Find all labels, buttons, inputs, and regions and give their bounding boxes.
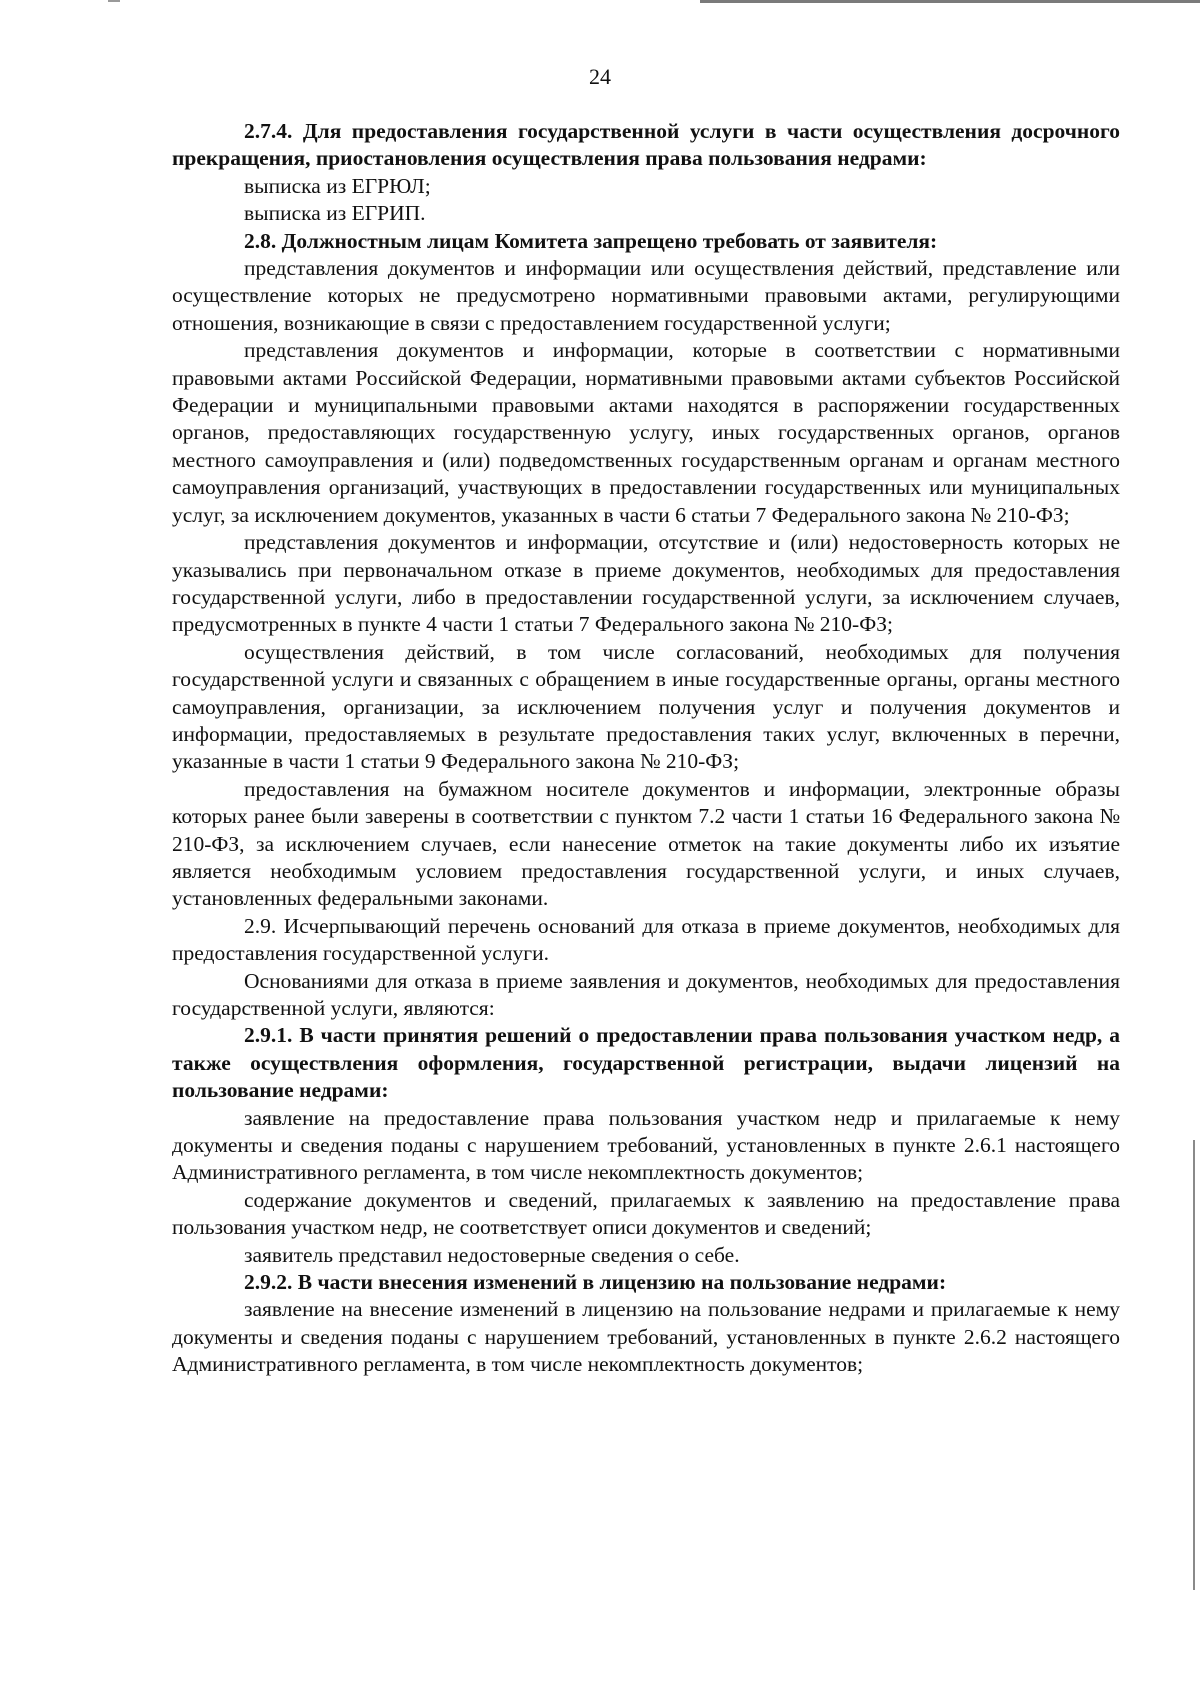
- paragraph: предоставления на бумажном носителе документов и информации, электронные образы которых ранее были заверены в соответствии с пунктом 7.2 части 1 статьи 16 Федерального закона № 210-ФЗ, за исключением случаев, если нанесение отметок на такие документы либо их изъятие является необходимым условием предоставления государственной услуги, и иных случаев, установленных федеральными законами.: [172, 776, 1120, 911]
- document-body: [172, 118, 1120, 1379]
- scan-edge-line-right: [1193, 1140, 1195, 1590]
- paragraph: представления документов и информации или осуществления действий, представление или осуществление которых не предусмотрено нормативными правовыми актами, регулирующими отношения, возникающие в связи с предоставлением государственной услуги;: [172, 256, 1120, 335]
- paragraph: 2.9. Исчерпывающий перечень оснований для отказа в приеме документов, необходимых для предоставления государственной услуги.: [172, 913, 1120, 966]
- paragraph: заявление на внесение изменений в лицензию на пользование недрами и прилагаемые к нему документы и сведения поданы с нарушением требований, установленных в пункте 2.6.2 настоящего Административного регламента, в том числе некомплектность документов;: [172, 1297, 1120, 1377]
- scan-mark: [108, 0, 120, 2]
- paragraph: выписка из ЕГРЮЛ;: [244, 173, 431, 198]
- paragraph: представления документов и информации, отсутствие и (или) недостоверность которых не указывались при первоначальном отказе в приеме документов, необходимых для предоставления государственной услуги, либо в предоставлении государственной услуги, за исключением случаев, предусмотренных в пункте 4 части 1 статьи 7 Федерального закона № 210-ФЗ;: [172, 530, 1120, 637]
- paragraph: представления документов и информации, которые в соответствии с нормативными правовыми актами Российской Федерации, нормативными правовыми актами субъектов Российской Федерации и муниципальными правовыми актами находятся в распоряжении государственных органов, предоставляющих государственную услугу, иных государственных органов, органов местного самоуправления и (или) подведомственных государственным органам и органам местного самоуправления организаций, участвующих в предоставлении государственных или муниципальных услуг, за исключением документов, указанных в части 6 статьи 7 Федерального закона № 210-ФЗ;: [172, 338, 1120, 527]
- paragraph: содержание документов и сведений, прилагаемых к заявлению на предоставление права пользования участком недр, не соответствует описи документов и сведений;: [172, 1187, 1120, 1240]
- paragraph-heading: 2.9.1. В части принятия решений о предоставлении права пользования участком недр, а также осуществления оформления, государственной регистрации, выдачи лицензий на пользование недрами:: [172, 1023, 1120, 1103]
- paragraph-heading: 2.9.2. В части внесения изменений в лицензию на пользование недрами:: [244, 1270, 947, 1295]
- paragraph: Основаниями для отказа в приеме заявления и документов, необходимых для предоставления государственной услуги, являются:: [172, 968, 1120, 1020]
- paragraph: заявитель представил недостоверные сведения о себе.: [244, 1242, 740, 1267]
- paragraph-heading: 2.8. Должностным лицам Комитета запрещено требовать от заявителя:: [244, 228, 938, 253]
- paragraph-heading: 2.7.4. Для предоставления государственной услуги в части осуществления досрочного прекращения, приостановления осуществления права пользования недрами:: [172, 119, 1120, 171]
- paragraph: заявление на предоставление права пользования участком недр и прилагаемые к нему документы и сведения поданы с нарушением требований, установленных в пункте 2.6.1 настоящего Административного регламента, в том числе некомплектность документов;: [172, 1105, 1120, 1185]
- scan-edge-line: [700, 0, 1200, 3]
- page-number: 24: [589, 64, 611, 89]
- paragraph: осуществления действий, в том числе согласований, необходимых для получения государственной услуги и связанных с обращением в иные государственные органы, органы местного самоуправления, организации, за исключением получения услуг и получения документов и информации, предоставляемых в результате предоставления таких услуг, включенных в перечни, указанные в части 1 статьи 9 Федерального закона № 210-ФЗ;: [172, 639, 1120, 774]
- paragraph: выписка из ЕГРИП.: [244, 201, 426, 226]
